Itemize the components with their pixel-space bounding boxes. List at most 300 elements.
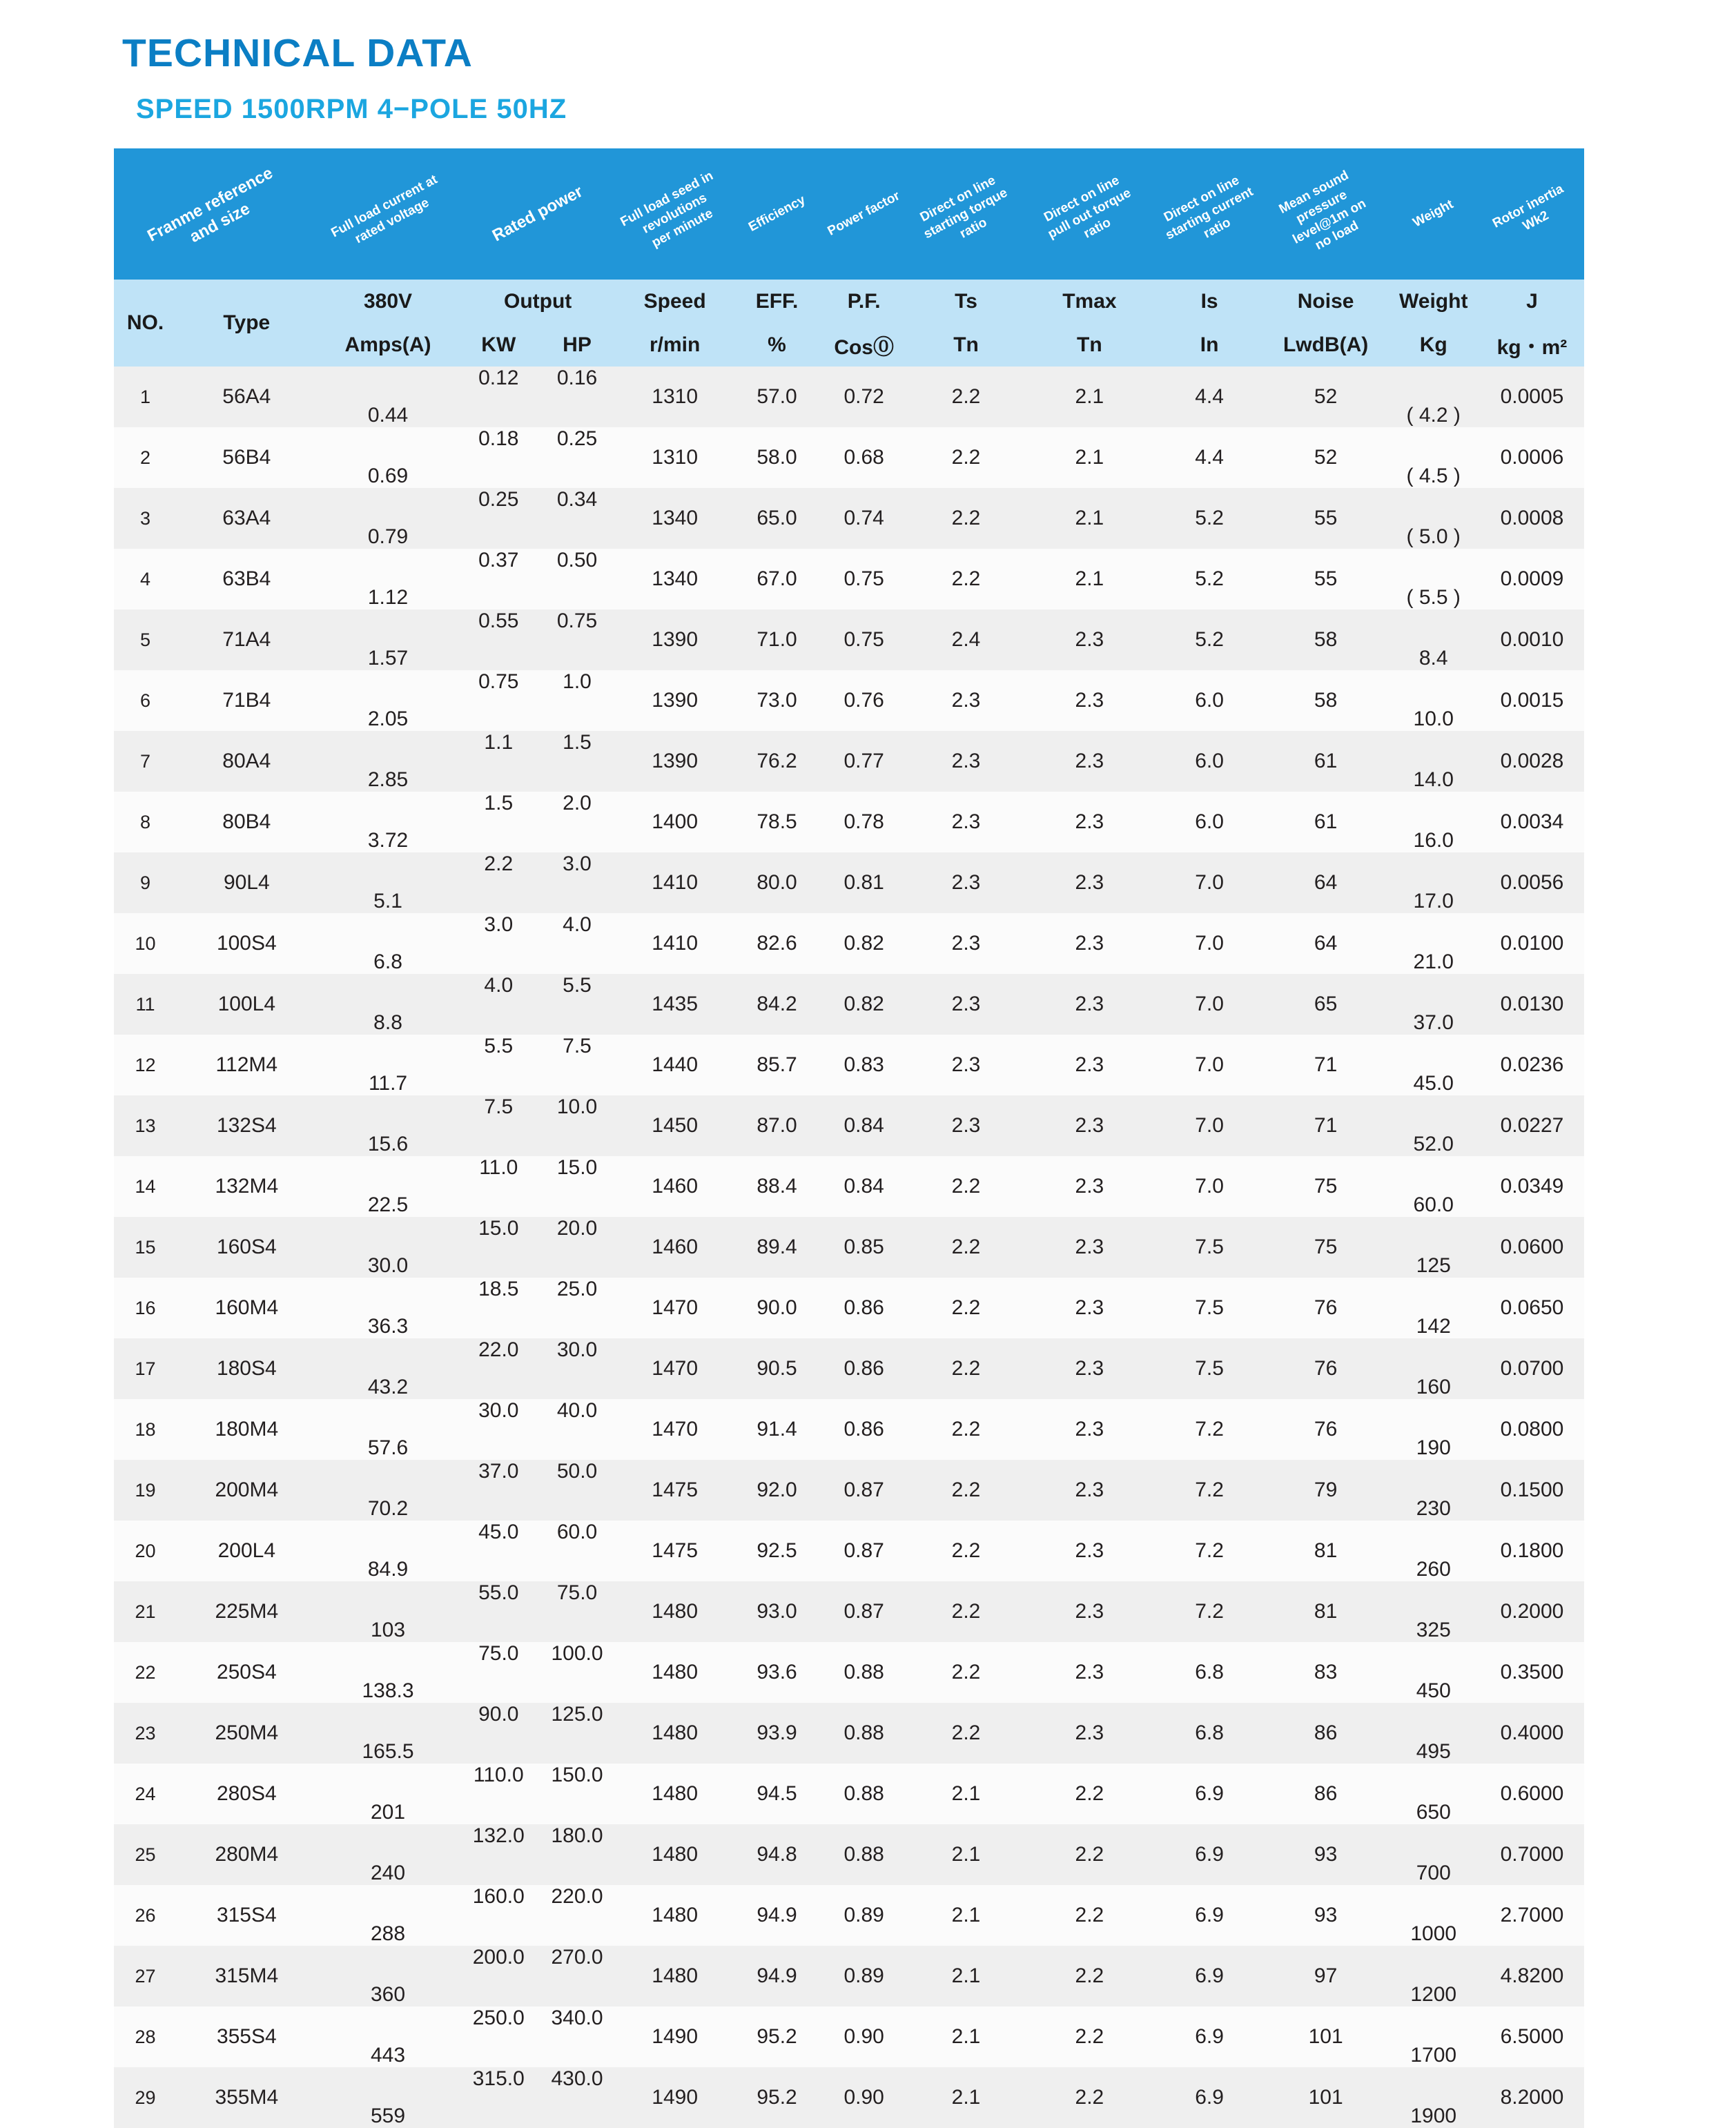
cell-noise: 76 bbox=[1265, 1278, 1387, 1338]
cell-type: 180M4 bbox=[177, 1399, 317, 1460]
cell-no: 2 bbox=[114, 427, 177, 488]
cell-hp: 1.0 bbox=[538, 670, 616, 731]
subheader-noise: Noise bbox=[1265, 280, 1387, 323]
cell-weight: 142 bbox=[1387, 1278, 1480, 1338]
cell-weight: 650 bbox=[1387, 1764, 1480, 1824]
cell-no: 1 bbox=[114, 367, 177, 427]
header-full-load-speed-label: Full load seed in revolutions per minute bbox=[618, 168, 716, 251]
cell-speed: 1460 bbox=[616, 1217, 734, 1278]
cell-kw: 1.1 bbox=[459, 731, 538, 792]
cell-hp: 100.0 bbox=[538, 1642, 616, 1703]
cell-noise: 64 bbox=[1265, 913, 1387, 974]
cell-eff: 92.5 bbox=[733, 1521, 820, 1581]
cell-kw: 160.0 bbox=[459, 1885, 538, 1946]
cell-weight: ( 4.2 ) bbox=[1387, 367, 1480, 427]
cell-noise: 93 bbox=[1265, 1885, 1387, 1946]
cell-j: 0.1500 bbox=[1480, 1460, 1584, 1521]
cell-amps: 5.1 bbox=[317, 852, 460, 913]
cell-no: 25 bbox=[114, 1824, 177, 1885]
cell-pf: 0.87 bbox=[821, 1460, 908, 1521]
cell-noise: 93 bbox=[1265, 1824, 1387, 1885]
cell-tmax: 2.2 bbox=[1024, 1946, 1154, 2007]
cell-j: 8.2000 bbox=[1480, 2067, 1584, 2128]
cell-speed: 1480 bbox=[616, 1885, 734, 1946]
cell-j: 0.0130 bbox=[1480, 974, 1584, 1035]
cell-amps: 288 bbox=[317, 1885, 460, 1946]
cell-tmax: 2.3 bbox=[1024, 974, 1154, 1035]
cell-weight: 10.0 bbox=[1387, 670, 1480, 731]
cell-eff: 82.6 bbox=[733, 913, 820, 974]
cell-type: 80A4 bbox=[177, 731, 317, 792]
header-rotor-inertia-label: Rotor inertia Wk2 bbox=[1490, 182, 1566, 234]
cell-amps: 0.79 bbox=[317, 488, 460, 549]
cell-j: 4.8200 bbox=[1480, 1946, 1584, 2007]
header-efficiency bbox=[733, 148, 820, 280]
cell-amps: 70.2 bbox=[317, 1460, 460, 1521]
cell-is: 7.0 bbox=[1154, 852, 1264, 913]
cell-ts: 2.1 bbox=[908, 1824, 1025, 1885]
cell-type: 56B4 bbox=[177, 427, 317, 488]
cell-kw: 132.0 bbox=[459, 1824, 538, 1885]
cell-weight: 16.0 bbox=[1387, 792, 1480, 852]
cell-no: 13 bbox=[114, 1095, 177, 1156]
cell-is: 6.9 bbox=[1154, 1885, 1264, 1946]
cell-amps: 11.7 bbox=[317, 1035, 460, 1095]
cell-pf: 0.87 bbox=[821, 1521, 908, 1581]
cell-is: 7.2 bbox=[1154, 1581, 1264, 1642]
table-row bbox=[114, 1338, 1584, 1399]
cell-no: 3 bbox=[114, 488, 177, 549]
cell-pf: 0.87 bbox=[821, 1581, 908, 1642]
cell-weight: 190 bbox=[1387, 1399, 1480, 1460]
cell-eff: 94.8 bbox=[733, 1824, 820, 1885]
cell-speed: 1340 bbox=[616, 488, 734, 549]
cell-j: 0.0006 bbox=[1480, 427, 1584, 488]
cell-tmax: 2.3 bbox=[1024, 1095, 1154, 1156]
cell-j: 0.0010 bbox=[1480, 609, 1584, 670]
cell-ts: 2.3 bbox=[908, 731, 1025, 792]
cell-noise: 83 bbox=[1265, 1642, 1387, 1703]
cell-hp: 10.0 bbox=[538, 1095, 616, 1156]
cell-j: 0.0015 bbox=[1480, 670, 1584, 731]
cell-pf: 0.82 bbox=[821, 913, 908, 974]
table-row bbox=[114, 792, 1584, 852]
cell-amps: 201 bbox=[317, 1764, 460, 1824]
cell-type: 200L4 bbox=[177, 1521, 317, 1581]
cell-speed: 1475 bbox=[616, 1460, 734, 1521]
table-row bbox=[114, 549, 1584, 609]
cell-weight: 125 bbox=[1387, 1217, 1480, 1278]
cell-pf: 0.88 bbox=[821, 1642, 908, 1703]
cell-amps: 1.57 bbox=[317, 609, 460, 670]
cell-type: 80B4 bbox=[177, 792, 317, 852]
cell-tmax: 2.3 bbox=[1024, 852, 1154, 913]
cell-pf: 0.86 bbox=[821, 1338, 908, 1399]
header-full-load-current-label: Full load current at rated voltage bbox=[328, 172, 440, 247]
cell-speed: 1490 bbox=[616, 2007, 734, 2067]
cell-hp: 0.25 bbox=[538, 427, 616, 488]
cell-hp: 150.0 bbox=[538, 1764, 616, 1824]
cell-speed: 1480 bbox=[616, 1642, 734, 1703]
cell-speed: 1310 bbox=[616, 367, 734, 427]
cell-speed: 1480 bbox=[616, 1764, 734, 1824]
page-subtitle: SPEED 1500RPM 4−POLE 50HZ bbox=[136, 94, 567, 124]
cell-pf: 0.90 bbox=[821, 2067, 908, 2128]
cell-no: 16 bbox=[114, 1278, 177, 1338]
cell-kw: 315.0 bbox=[459, 2067, 538, 2128]
cell-no: 9 bbox=[114, 852, 177, 913]
cell-type: 132S4 bbox=[177, 1095, 317, 1156]
cell-tmax: 2.3 bbox=[1024, 1460, 1154, 1521]
subheader-type: Type bbox=[177, 280, 317, 367]
cell-tmax: 2.2 bbox=[1024, 2067, 1154, 2128]
cell-no: 4 bbox=[114, 549, 177, 609]
cell-kw: 30.0 bbox=[459, 1399, 538, 1460]
cell-weight: 1200 bbox=[1387, 1946, 1480, 2007]
cell-amps: 43.2 bbox=[317, 1338, 460, 1399]
cell-noise: 52 bbox=[1265, 367, 1387, 427]
cell-kw: 0.55 bbox=[459, 609, 538, 670]
cell-j: 0.0236 bbox=[1480, 1035, 1584, 1095]
cell-amps: 0.44 bbox=[317, 367, 460, 427]
cell-tmax: 2.3 bbox=[1024, 913, 1154, 974]
cell-no: 14 bbox=[114, 1156, 177, 1217]
cell-no: 27 bbox=[114, 1946, 177, 2007]
cell-is: 4.4 bbox=[1154, 427, 1264, 488]
cell-is: 4.4 bbox=[1154, 367, 1264, 427]
cell-eff: 93.0 bbox=[733, 1581, 820, 1642]
cell-ts: 2.2 bbox=[908, 1156, 1025, 1217]
cell-type: 63A4 bbox=[177, 488, 317, 549]
cell-is: 7.5 bbox=[1154, 1338, 1264, 1399]
cell-speed: 1450 bbox=[616, 1095, 734, 1156]
cell-weight: 700 bbox=[1387, 1824, 1480, 1885]
cell-amps: 103 bbox=[317, 1581, 460, 1642]
cell-tmax: 2.3 bbox=[1024, 1399, 1154, 1460]
cell-speed: 1390 bbox=[616, 609, 734, 670]
cell-hp: 340.0 bbox=[538, 2007, 616, 2067]
cell-is: 7.2 bbox=[1154, 1521, 1264, 1581]
cell-amps: 138.3 bbox=[317, 1642, 460, 1703]
header-full-load-current bbox=[317, 148, 460, 280]
cell-j: 0.0005 bbox=[1480, 367, 1584, 427]
cell-type: 71B4 bbox=[177, 670, 317, 731]
header-starting-current bbox=[1154, 148, 1264, 280]
table-row bbox=[114, 1764, 1584, 1824]
cell-type: 355S4 bbox=[177, 2007, 317, 2067]
cell-kw: 110.0 bbox=[459, 1764, 538, 1824]
cell-weight: ( 4.5 ) bbox=[1387, 427, 1480, 488]
cell-speed: 1490 bbox=[616, 2067, 734, 2128]
cell-noise: 61 bbox=[1265, 731, 1387, 792]
cell-eff: 94.9 bbox=[733, 1885, 820, 1946]
subheader-voltage: 380V bbox=[317, 280, 460, 323]
cell-hp: 1.5 bbox=[538, 731, 616, 792]
table-row bbox=[114, 2067, 1584, 2128]
cell-tmax: 2.2 bbox=[1024, 1824, 1154, 1885]
cell-pf: 0.86 bbox=[821, 1278, 908, 1338]
cell-amps: 443 bbox=[317, 2007, 460, 2067]
subheader-amps: Amps(A) bbox=[317, 323, 460, 367]
cell-eff: 71.0 bbox=[733, 609, 820, 670]
cell-is: 7.0 bbox=[1154, 1156, 1264, 1217]
cell-pf: 0.84 bbox=[821, 1095, 908, 1156]
cell-no: 15 bbox=[114, 1217, 177, 1278]
cell-weight: 450 bbox=[1387, 1642, 1480, 1703]
cell-kw: 0.12 bbox=[459, 367, 538, 427]
header-rated-power bbox=[459, 148, 616, 280]
cell-eff: 87.0 bbox=[733, 1095, 820, 1156]
table-row bbox=[114, 913, 1584, 974]
cell-pf: 0.76 bbox=[821, 670, 908, 731]
cell-eff: 94.5 bbox=[733, 1764, 820, 1824]
cell-is: 7.5 bbox=[1154, 1217, 1264, 1278]
cell-hp: 430.0 bbox=[538, 2067, 616, 2128]
cell-weight: 21.0 bbox=[1387, 913, 1480, 974]
subheader-rmin: r/min bbox=[616, 323, 734, 367]
cell-kw: 200.0 bbox=[459, 1946, 538, 2007]
cell-kw: 55.0 bbox=[459, 1581, 538, 1642]
cell-type: 280S4 bbox=[177, 1764, 317, 1824]
cell-hp: 15.0 bbox=[538, 1156, 616, 1217]
cell-hp: 75.0 bbox=[538, 1581, 616, 1642]
cell-pf: 0.89 bbox=[821, 1885, 908, 1946]
cell-eff: 58.0 bbox=[733, 427, 820, 488]
table-row bbox=[114, 1581, 1584, 1642]
cell-pf: 0.75 bbox=[821, 549, 908, 609]
cell-is: 5.2 bbox=[1154, 488, 1264, 549]
cell-ts: 2.2 bbox=[908, 1217, 1025, 1278]
subheader-lwdb: LwdB(A) bbox=[1265, 323, 1387, 367]
header-pull-out-torque bbox=[1024, 148, 1154, 280]
cell-tmax: 2.3 bbox=[1024, 1217, 1154, 1278]
cell-weight: ( 5.5 ) bbox=[1387, 549, 1480, 609]
cell-weight: ( 5.0 ) bbox=[1387, 488, 1480, 549]
cell-weight: 60.0 bbox=[1387, 1156, 1480, 1217]
cell-noise: 75 bbox=[1265, 1156, 1387, 1217]
cell-speed: 1470 bbox=[616, 1399, 734, 1460]
cell-type: 200M4 bbox=[177, 1460, 317, 1521]
cell-tmax: 2.1 bbox=[1024, 488, 1154, 549]
cell-weight: 45.0 bbox=[1387, 1035, 1480, 1095]
cell-no: 6 bbox=[114, 670, 177, 731]
table-row bbox=[114, 1946, 1584, 2007]
cell-pf: 0.90 bbox=[821, 2007, 908, 2067]
cell-type: 90L4 bbox=[177, 852, 317, 913]
cell-hp: 60.0 bbox=[538, 1521, 616, 1581]
cell-noise: 55 bbox=[1265, 488, 1387, 549]
cell-tmax: 2.3 bbox=[1024, 1338, 1154, 1399]
cell-weight: 230 bbox=[1387, 1460, 1480, 1521]
cell-j: 0.0056 bbox=[1480, 852, 1584, 913]
cell-ts: 2.2 bbox=[908, 1581, 1025, 1642]
table-row bbox=[114, 1703, 1584, 1764]
cell-j: 0.0009 bbox=[1480, 549, 1584, 609]
cell-no: 21 bbox=[114, 1581, 177, 1642]
table-row bbox=[114, 1156, 1584, 1217]
cell-hp: 7.5 bbox=[538, 1035, 616, 1095]
cell-speed: 1440 bbox=[616, 1035, 734, 1095]
cell-tmax: 2.3 bbox=[1024, 1278, 1154, 1338]
cell-hp: 3.0 bbox=[538, 852, 616, 913]
cell-j: 0.0227 bbox=[1480, 1095, 1584, 1156]
cell-ts: 2.3 bbox=[908, 974, 1025, 1035]
cell-kw: 0.75 bbox=[459, 670, 538, 731]
cell-no: 26 bbox=[114, 1885, 177, 1946]
cell-type: 56A4 bbox=[177, 367, 317, 427]
table-row bbox=[114, 1885, 1584, 1946]
cell-amps: 8.8 bbox=[317, 974, 460, 1035]
technical-data-table bbox=[114, 148, 1584, 2128]
cell-ts: 2.1 bbox=[908, 1946, 1025, 2007]
subheader-no: NO. bbox=[114, 280, 177, 367]
table-row bbox=[114, 1035, 1584, 1095]
header-power-factor bbox=[821, 148, 908, 280]
cell-ts: 2.1 bbox=[908, 2007, 1025, 2067]
cell-weight: 325 bbox=[1387, 1581, 1480, 1642]
cell-eff: 95.2 bbox=[733, 2007, 820, 2067]
cell-noise: 71 bbox=[1265, 1095, 1387, 1156]
cell-kw: 0.25 bbox=[459, 488, 538, 549]
cell-j: 2.7000 bbox=[1480, 1885, 1584, 1946]
cell-ts: 2.4 bbox=[908, 609, 1025, 670]
subheader-weight: Weight bbox=[1387, 280, 1480, 323]
cell-is: 7.0 bbox=[1154, 974, 1264, 1035]
cell-speed: 1310 bbox=[616, 427, 734, 488]
table-row bbox=[114, 1399, 1584, 1460]
subheader-eff: EFF. bbox=[733, 280, 820, 323]
cell-noise: 61 bbox=[1265, 792, 1387, 852]
cell-type: 280M4 bbox=[177, 1824, 317, 1885]
cell-kw: 5.5 bbox=[459, 1035, 538, 1095]
cell-weight: 495 bbox=[1387, 1703, 1480, 1764]
cell-weight: 260 bbox=[1387, 1521, 1480, 1581]
cell-pf: 0.75 bbox=[821, 609, 908, 670]
cell-pf: 0.84 bbox=[821, 1156, 908, 1217]
cell-type: 315S4 bbox=[177, 1885, 317, 1946]
cell-eff: 57.0 bbox=[733, 367, 820, 427]
cell-ts: 2.3 bbox=[908, 1095, 1025, 1156]
cell-eff: 85.7 bbox=[733, 1035, 820, 1095]
cell-hp: 0.16 bbox=[538, 367, 616, 427]
cell-noise: 64 bbox=[1265, 852, 1387, 913]
cell-noise: 86 bbox=[1265, 1703, 1387, 1764]
cell-tmax: 2.3 bbox=[1024, 792, 1154, 852]
cell-amps: 240 bbox=[317, 1824, 460, 1885]
cell-type: 71A4 bbox=[177, 609, 317, 670]
cell-amps: 22.5 bbox=[317, 1156, 460, 1217]
table-row bbox=[114, 2007, 1584, 2067]
subheader-speed: Speed bbox=[616, 280, 734, 323]
cell-kw: 22.0 bbox=[459, 1338, 538, 1399]
cell-tmax: 2.1 bbox=[1024, 549, 1154, 609]
cell-ts: 2.2 bbox=[908, 488, 1025, 549]
cell-no: 22 bbox=[114, 1642, 177, 1703]
cell-kw: 2.2 bbox=[459, 852, 538, 913]
cell-hp: 0.75 bbox=[538, 609, 616, 670]
cell-j: 0.4000 bbox=[1480, 1703, 1584, 1764]
cell-eff: 67.0 bbox=[733, 549, 820, 609]
cell-kw: 7.5 bbox=[459, 1095, 538, 1156]
cell-no: 23 bbox=[114, 1703, 177, 1764]
table-row bbox=[114, 974, 1584, 1035]
cell-kw: 75.0 bbox=[459, 1642, 538, 1703]
cell-eff: 91.4 bbox=[733, 1399, 820, 1460]
subheader-kgm2: kg・m² bbox=[1480, 323, 1584, 367]
cell-hp: 40.0 bbox=[538, 1399, 616, 1460]
cell-eff: 90.0 bbox=[733, 1278, 820, 1338]
cell-no: 18 bbox=[114, 1399, 177, 1460]
header-pull-out-torque-label: Direct on line pull out torque ratio bbox=[1041, 173, 1133, 242]
cell-ts: 2.1 bbox=[908, 1885, 1025, 1946]
cell-is: 6.0 bbox=[1154, 670, 1264, 731]
cell-ts: 2.2 bbox=[908, 1278, 1025, 1338]
subheader-tmax: Tmax bbox=[1024, 280, 1154, 323]
cell-eff: 90.5 bbox=[733, 1338, 820, 1399]
cell-pf: 0.88 bbox=[821, 1764, 908, 1824]
cell-eff: 89.4 bbox=[733, 1217, 820, 1278]
cell-is: 7.0 bbox=[1154, 1035, 1264, 1095]
cell-no: 17 bbox=[114, 1338, 177, 1399]
cell-noise: 79 bbox=[1265, 1460, 1387, 1521]
cell-hp: 20.0 bbox=[538, 1217, 616, 1278]
cell-no: 12 bbox=[114, 1035, 177, 1095]
cell-eff: 92.0 bbox=[733, 1460, 820, 1521]
cell-j: 0.1800 bbox=[1480, 1521, 1584, 1581]
table-row bbox=[114, 1217, 1584, 1278]
cell-type: 315M4 bbox=[177, 1946, 317, 2007]
cell-weight: 1000 bbox=[1387, 1885, 1480, 1946]
cell-weight: 14.0 bbox=[1387, 731, 1480, 792]
cell-j: 6.5000 bbox=[1480, 2007, 1584, 2067]
cell-j: 0.7000 bbox=[1480, 1824, 1584, 1885]
cell-is: 6.9 bbox=[1154, 2007, 1264, 2067]
cell-hp: 25.0 bbox=[538, 1278, 616, 1338]
cell-tmax: 2.3 bbox=[1024, 609, 1154, 670]
cell-hp: 0.34 bbox=[538, 488, 616, 549]
table-row bbox=[114, 488, 1584, 549]
cell-weight: 37.0 bbox=[1387, 974, 1480, 1035]
cell-noise: 86 bbox=[1265, 1764, 1387, 1824]
header-mean-sound-pressure-label: Mean sound pressure level@1m on no load bbox=[1276, 167, 1369, 253]
cell-speed: 1480 bbox=[616, 1581, 734, 1642]
cell-is: 7.0 bbox=[1154, 913, 1264, 974]
cell-type: 100S4 bbox=[177, 913, 317, 974]
cell-weight: 1900 bbox=[1387, 2067, 1480, 2128]
cell-pf: 0.86 bbox=[821, 1399, 908, 1460]
cell-eff: 88.4 bbox=[733, 1156, 820, 1217]
cell-no: 10 bbox=[114, 913, 177, 974]
cell-noise: 55 bbox=[1265, 549, 1387, 609]
cell-ts: 2.2 bbox=[908, 367, 1025, 427]
cell-weight: 160 bbox=[1387, 1338, 1480, 1399]
cell-speed: 1480 bbox=[616, 1703, 734, 1764]
cell-eff: 93.9 bbox=[733, 1703, 820, 1764]
cell-eff: 93.6 bbox=[733, 1642, 820, 1703]
table-row bbox=[114, 1460, 1584, 1521]
cell-j: 0.0800 bbox=[1480, 1399, 1584, 1460]
cell-hp: 125.0 bbox=[538, 1703, 616, 1764]
cell-type: 160S4 bbox=[177, 1217, 317, 1278]
cell-ts: 2.3 bbox=[908, 792, 1025, 852]
cell-is: 6.0 bbox=[1154, 792, 1264, 852]
cell-ts: 2.3 bbox=[908, 1035, 1025, 1095]
cell-type: 160M4 bbox=[177, 1278, 317, 1338]
cell-pf: 0.83 bbox=[821, 1035, 908, 1095]
cell-pf: 0.85 bbox=[821, 1217, 908, 1278]
cell-no: 24 bbox=[114, 1764, 177, 1824]
cell-hp: 50.0 bbox=[538, 1460, 616, 1521]
